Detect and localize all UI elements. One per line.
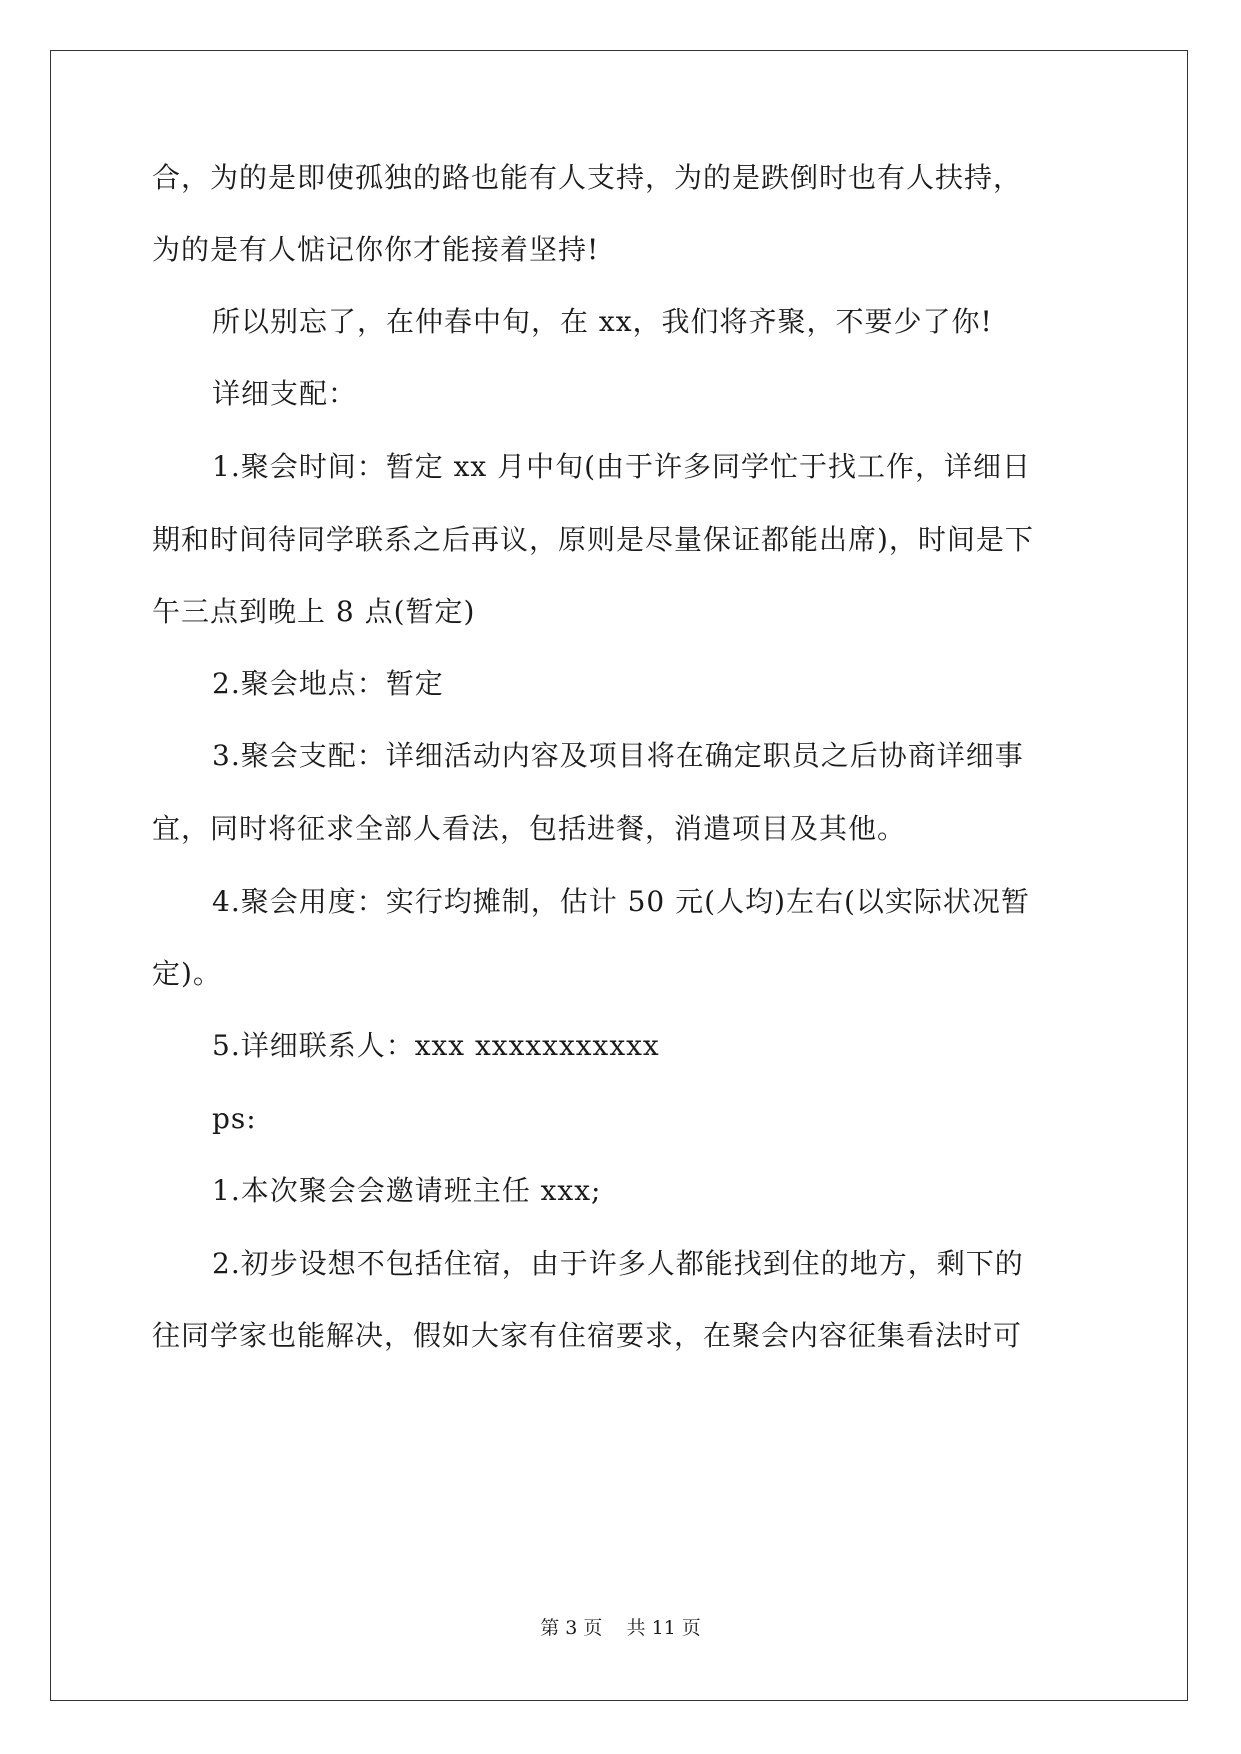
- text-line: 合，为的是即使孤独的路也能有人支持，为的是跌倒时也有人扶持，: [152, 161, 1023, 194]
- list-item: 5.详细联系人：xxx xxxxxxxxxxx: [212, 1029, 660, 1062]
- text-line: 宜，同时将征求全部人看法，包括进餐，消遣项目及其他。: [152, 812, 907, 845]
- text-line: 为的是有人惦记你你才能接着坚持!: [152, 233, 600, 266]
- list-item: 2.聚会地点：暂定: [212, 667, 444, 700]
- text-line: 往同学家也能解决，假如大家有住宿要求，在聚会内容征集看法时可: [152, 1319, 1023, 1352]
- list-item: 1.聚会时间：暂定 xx 月中旬(由于许多同学忙于找工作，详细日: [212, 450, 1032, 483]
- text-line: 期和时间待同学联系之后再议，原则是尽量保证都能出席)，时间是下: [152, 523, 1034, 556]
- text-line: 定)。: [152, 957, 222, 990]
- list-item: 2.初步设想不包括住宿，由于许多人都能找到住的地方，剩下的: [212, 1247, 1024, 1280]
- list-item: 4.聚会用度：实行均摊制，估计 50 元(人均)左右(以实际状况暂: [212, 885, 1030, 918]
- page-number: 第 3 页 共 11 页: [540, 1617, 701, 1639]
- list-item: 1.本次聚会会邀请班主任 xxx;: [212, 1174, 602, 1207]
- list-item: 3.聚会支配：详细活动内容及项目将在确定职员之后协商详细事: [212, 739, 1024, 772]
- text-line: 所以别忘了，在仲春中旬，在 xx，我们将齐聚，不要少了你!: [212, 305, 993, 338]
- page-frame: [50, 50, 1188, 1701]
- text-line: 午三点到晚上 8 点(暂定): [152, 595, 476, 628]
- section-heading: ps:: [212, 1102, 257, 1135]
- section-heading: 详细支配：: [212, 377, 358, 410]
